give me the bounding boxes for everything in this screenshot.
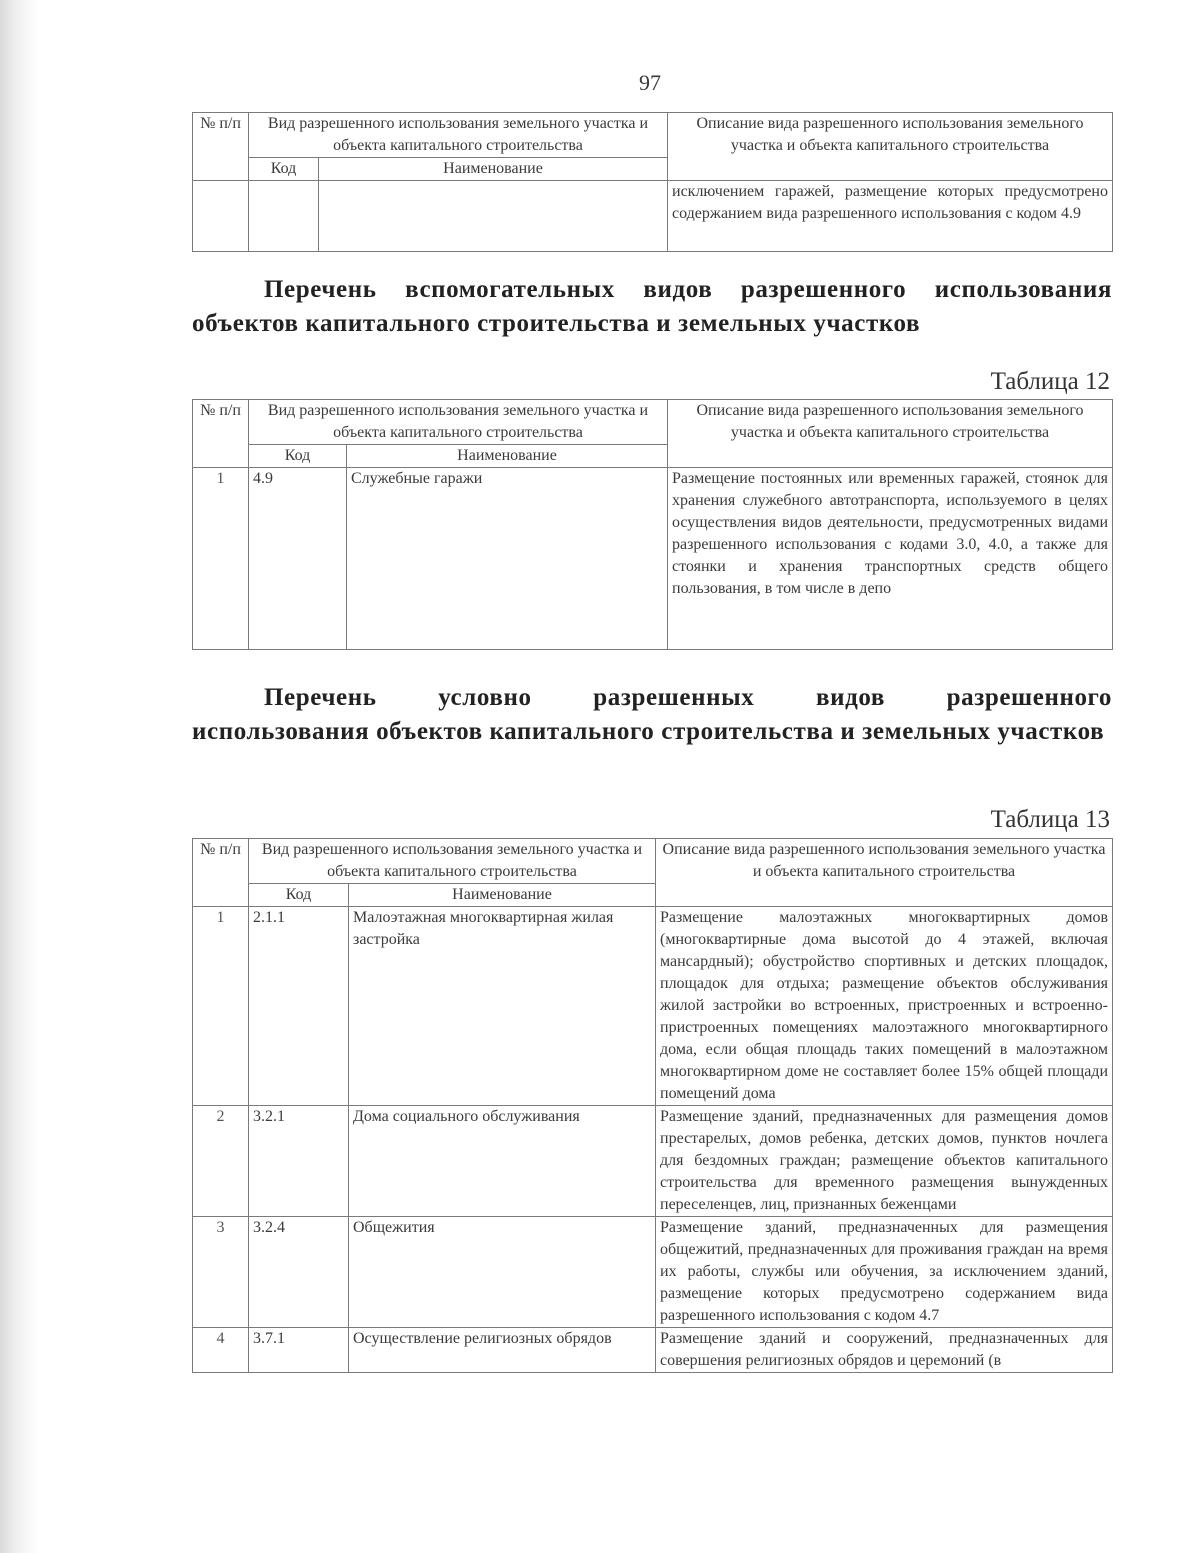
table-12-caption: Таблица 12: [990, 368, 1110, 395]
header-name: Наименование: [319, 158, 668, 181]
cell-code: 4.9: [249, 468, 347, 650]
cell-code: 3.2.4: [249, 1217, 349, 1328]
section-heading-auxiliary: Перечень вспомогательных видов разрешенного использования объектов капитального строительства и земельных участков: [192, 276, 1112, 337]
header-no: № п/п: [193, 113, 249, 181]
cell-no: 1: [193, 468, 249, 650]
scan-edge-shadow: [0, 0, 38, 1553]
cell-description: исключением гаражей, размещение которых предусмотрено содержанием вида разрешенного использования с кодом 4.9: [668, 181, 1113, 252]
table-row: [193, 907, 1113, 1106]
cell-no: 3: [193, 1217, 249, 1328]
header-code: Код: [249, 445, 347, 468]
header-group: Вид разрешенного использования земельного участка и объекта капитального строительства: [249, 113, 668, 158]
cell-description: Размещение зданий и сооружений, предназначенных для совершения религиозных обрядов и церемоний (в: [656, 1328, 1113, 1373]
header-description: Описание вида разрешенного использования земельного участка и объекта капитального строительства: [656, 839, 1113, 907]
cell-name: Общежития: [349, 1217, 656, 1328]
cell-no: 4: [193, 1328, 249, 1373]
cell-name: Служебные гаражи: [347, 468, 668, 650]
cell-code: [249, 181, 319, 252]
cell-name: Осуществление религиозных обрядов: [349, 1328, 656, 1373]
cell-code: 2.1.1: [249, 907, 349, 1106]
cell-name: Малоэтажная многоквартирная жилая застройка: [349, 907, 656, 1106]
cell-name: Дома социального обслуживания: [349, 1106, 656, 1217]
cell-no: 1: [193, 907, 249, 1106]
table-13-caption: Таблица 13: [990, 806, 1110, 833]
header-no: № п/п: [193, 839, 249, 907]
cell-code: 3.7.1: [249, 1328, 349, 1373]
cell-name: [319, 181, 668, 252]
header-name: Наименование: [349, 884, 656, 907]
section-heading-conditional-line1: Перечень условно разрешенных видов разрешенного: [264, 684, 1112, 711]
cell-description: Размещение зданий, предназначенных для размещения общежитий, предназначенных для проживания граждан на время их работы, службы или обучения, за исключением зданий, размещение которых предусмотрено содержанием вида разрешенного использования с кодом 4.7: [656, 1217, 1113, 1328]
cell-description: Размещение малоэтажных многоквартирных домов (многоквартирные дома высотой до 4 этажей, включая мансардный); обустройство спортивных и детских площадок, площадок для отдыха; размещение объектов обслуживания жилой застройки во встроенных, пристроенных и встроенно-пристроенных помещениях малоэтажного многоквартирного дома, если общая площадь таких помещений в малоэтажном многоквартирном доме не составляет более 15% общей площади помещений дома: [656, 907, 1113, 1106]
cell-code: 3.2.1: [249, 1106, 349, 1217]
section-heading-conditional-rest: использования объектов капитального строительства и земельных участков: [192, 718, 1105, 745]
cell-description: Размещение зданий, предназначенных для размещения домов престарелых, домов ребенка, детских домов, пунктов ночлега для бездомных граждан; размещение объектов капитального строительства для временного размещения вынужденных переселенцев, лиц, признанных беженцами: [656, 1106, 1113, 1217]
table-row: [193, 1217, 1113, 1328]
table-row: [193, 181, 1113, 252]
header-code: Код: [249, 884, 349, 907]
header-description: Описание вида разрешенного использования земельного участка и объекта капитального строительства: [668, 400, 1113, 468]
cell-no: 2: [193, 1106, 249, 1217]
table-12: [192, 399, 1113, 650]
cell-description: Размещение постоянных или временных гаражей, стоянок для хранения служебного автотранспорта, используемого в целях осуществления видов деятельности, предусмотренных видами разрешенного использования с кодами 3.0, 4.0, а также для стоянки и хранения транспортных средств общего пользования, в том числе в депо: [668, 468, 1113, 650]
header-code: Код: [249, 158, 319, 181]
table-continuation: [192, 112, 1113, 252]
header-no: № п/п: [193, 400, 249, 468]
table-row: [193, 1106, 1113, 1217]
header-name: Наименование: [347, 445, 668, 468]
header-description: Описание вида разрешенного использования земельного участка и объекта капитального строительства: [668, 113, 1113, 181]
table-13: [192, 838, 1113, 1373]
page-number: 97: [639, 70, 661, 95]
header-group: Вид разрешенного использования земельного участка и объекта капитального строительства: [249, 400, 668, 445]
table-row: [193, 1328, 1113, 1373]
header-group: Вид разрешенного использования земельного участка и объекта капитального строительства: [249, 839, 656, 884]
table-row: [193, 468, 1113, 650]
cell-no: [193, 181, 249, 252]
